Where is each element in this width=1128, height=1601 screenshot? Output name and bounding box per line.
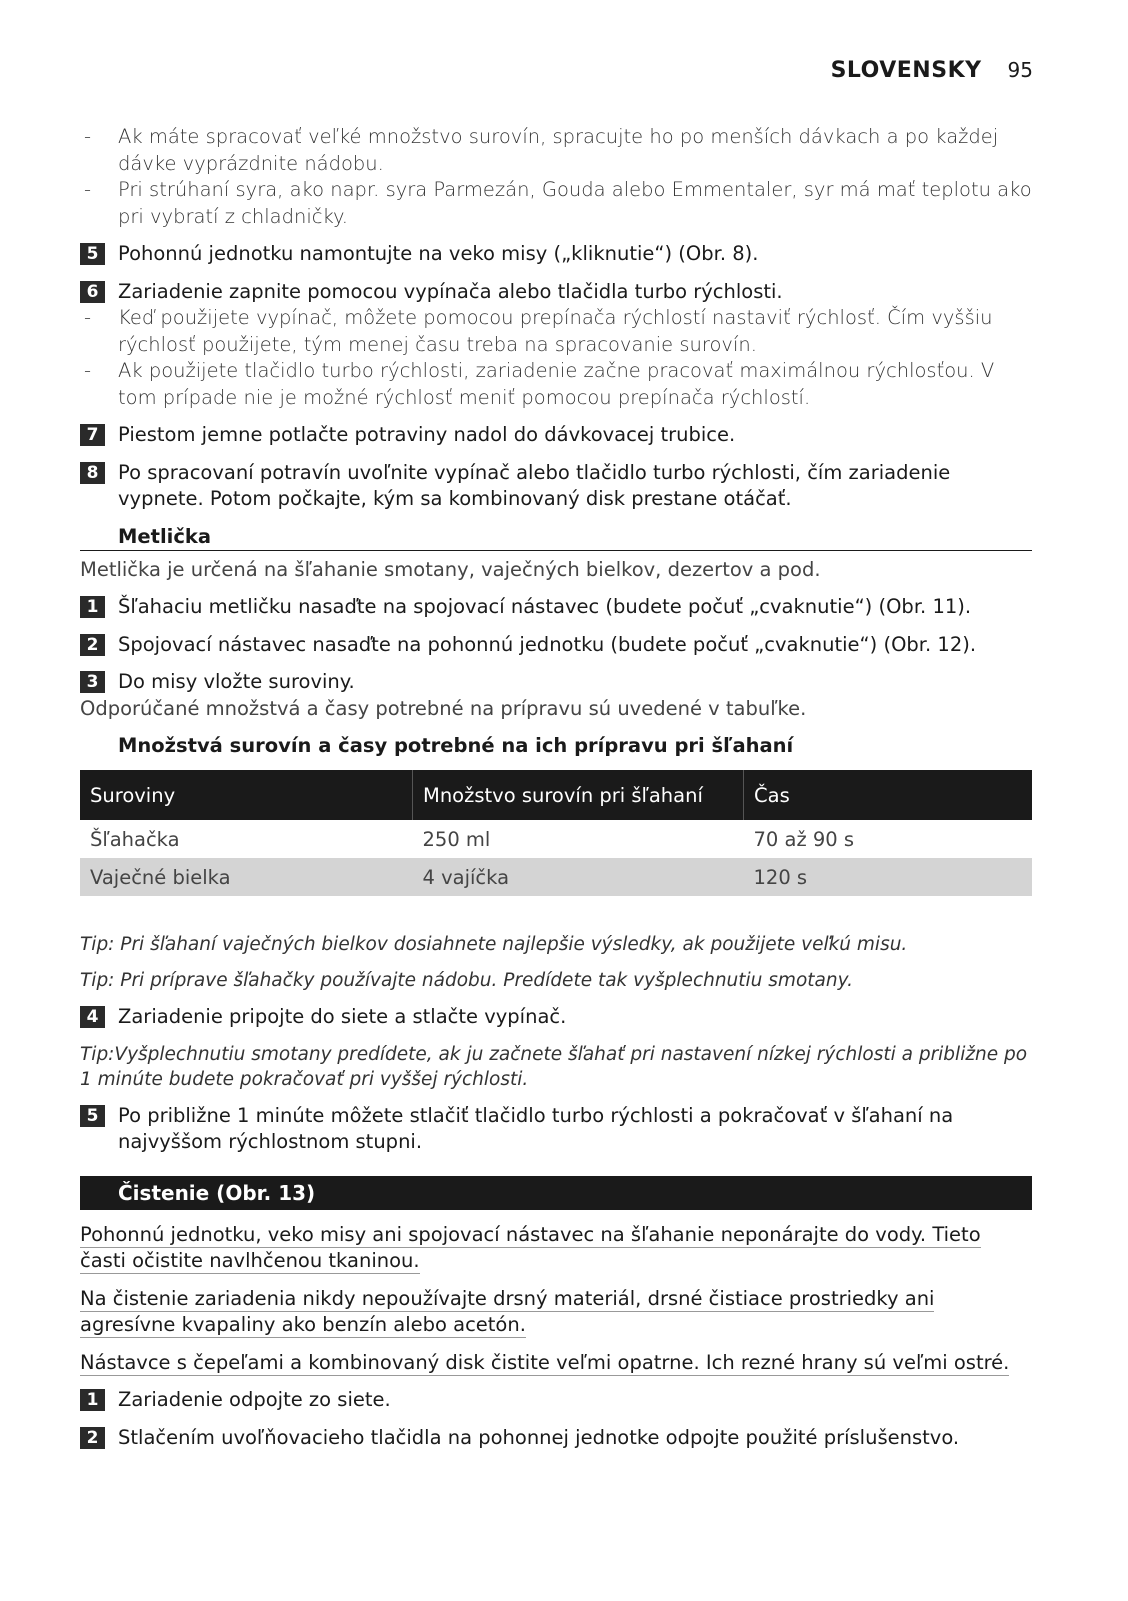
tip-2: Tip: Pri príprave šľahačky používajte nádobu. Predídete tak vyšplechnutiu smotany. xyxy=(80,970,853,991)
table-cell: Vaječné bielka xyxy=(80,858,413,896)
whisk-step-4: 4 Zariadenie pripojte do siete a stlačte vypínač. xyxy=(80,1004,1032,1031)
metlicka-intro: Metlička je určená na šľahanie smotany, vaječných bielkov, dezertov a pod. xyxy=(80,557,821,581)
step-5: 5 Pohonnú jednotku namontujte na veko misy („kliknutie“) (Obr. 8). xyxy=(80,241,1032,268)
warning-3: Nástavce s čepeľami a kombinovaný disk čistite veľmi opatrne. Ich rezné hrany sú veľmi ostré. xyxy=(80,1350,1010,1374)
section-heading-metlicka: Metlička xyxy=(80,524,1032,551)
whisk-step-5: 5 Po približne 1 minúte môžete stlačiť tlačidlo turbo rýchlosti a pokračovať v šľahaní na najvyššom rýchlostnom stupni. xyxy=(80,1103,1032,1156)
step-number: 5 xyxy=(80,243,105,265)
step-number: 7 xyxy=(80,424,105,446)
bullet-item: - Ak máte spracovať veľké množstvo surovín, spracujte ho po menších dávkach a po každej dávke vyprázdnite nádobu. xyxy=(84,125,999,175)
table-row xyxy=(80,820,1032,858)
step-6: 6 Zariadenie zapnite pomocou vypínača alebo tlačidla turbo rýchlosti. xyxy=(80,279,1032,306)
whisk-step-2: 2 Spojovací nástavec nasaďte na pohonnú jednotku (budete počuť „cvaknutie“) (Obr. 12). xyxy=(80,632,1032,659)
step-number: 3 xyxy=(80,671,105,693)
step-8: 8 Po spracovaní potravín uvoľnite vypínač alebo tlačidlo turbo rýchlosti, čím zariadenie vypnete. Potom počkajte, kým sa kombinovaný disk prestane otáčať. xyxy=(80,460,1032,513)
table-title: Množstvá surovín a časy potrebné na ich prípravu pri šľahaní xyxy=(118,734,794,757)
col-header: Čas xyxy=(744,770,1033,820)
bullet-item: - Pri strúhaní syra, ako napr. syra Parmezán, Gouda alebo Emmentaler, syr má mať teplotu ako pri vybratí z chladničky. xyxy=(84,178,1032,228)
table-cell: 120 s xyxy=(744,858,1033,896)
clean-step-1: 1 Zariadenie odpojte zo siete. xyxy=(80,1387,1032,1414)
step-number: 1 xyxy=(80,1389,105,1411)
warning-1: Pohonnú jednotku, veko misy ani spojovací nástavec na šľahanie neponárajte do vody. Tieto časti očistite navlhčenou tkaninou. xyxy=(80,1222,981,1272)
step-number: 2 xyxy=(80,1427,105,1449)
page-content xyxy=(80,124,1032,1451)
whisk-step-1: 1 Šľahaciu metličku nasaďte na spojovací nástavec (budete počuť „cvaknutie“) (Obr. 11). xyxy=(80,594,1032,621)
table-cell: Šľahačka xyxy=(90,827,180,851)
whipping-table xyxy=(80,770,1032,896)
step-number: 1 xyxy=(80,596,105,618)
step-number: 8 xyxy=(80,462,105,484)
table-row xyxy=(80,858,1032,896)
bullet-item: - Keď použijete vypínač, môžete pomocou prepínača rýchlostí nastaviť rýchlosť. Čím vyššiu rýchlosť použijete, tým menej času treba na spracovanie surovín. xyxy=(84,306,993,356)
step-number: 4 xyxy=(80,1006,105,1028)
page-header xyxy=(831,58,1033,83)
page-number: 95 xyxy=(1007,58,1033,82)
step-number: 6 xyxy=(80,281,105,303)
col-header: Suroviny xyxy=(80,770,413,820)
language-label: SLOVENSKY xyxy=(830,58,982,83)
table-cell: 250 ml xyxy=(422,827,491,851)
table-note: Odporúčané množstvá a časy potrebné na prípravu sú uvedené v tabuľke. xyxy=(80,696,807,720)
table-cell: 70 až 90 s xyxy=(753,827,855,851)
tip-1: Tip: Pri šľahaní vaječných bielkov dosiahnete najlepšie výsledky, ak použijete veľkú misu. xyxy=(80,934,908,955)
bullet-item: - Ak použijete tlačidlo turbo rýchlosti, zariadenie začne pracovať maximálnou rýchlosťou. V tom prípade nie je možné rýchlosť meniť pomocou prepínača rýchlostí. xyxy=(84,359,995,409)
section-heading-cistenie: Čistenie (Obr. 13) xyxy=(80,1176,1032,1210)
step-number: 5 xyxy=(80,1105,105,1127)
col-header: Množstvo surovín pri šľahaní xyxy=(413,770,744,820)
clean-step-2: 2 Stlačením uvoľňovacieho tlačidla na pohonnej jednotke odpojte použité príslušenstvo. xyxy=(80,1425,1032,1452)
step-7: 7 Piestom jemne potlačte potraviny nadol do dávkovacej trubice. xyxy=(80,422,1032,449)
tip-3: Tip:Vyšplechnutiu smotany predídete, ak ju začnete šľahať pri nastavení nízkej rýchlosti a približne po 1 minúte budete pokračovať pri vyššej rýchlosti. xyxy=(80,1043,1028,1090)
warning-2: Na čistenie zariadenia nikdy nepoužívajte drsný materiál, drsné čistiace prostriedky ani agresívne kvapaliny ako benzín alebo acetón. xyxy=(80,1286,935,1336)
table-cell: 4 vajíčka xyxy=(413,858,744,896)
whisk-step-3: 3 Do misy vložte suroviny. xyxy=(80,669,1032,696)
step-number: 2 xyxy=(80,634,105,656)
